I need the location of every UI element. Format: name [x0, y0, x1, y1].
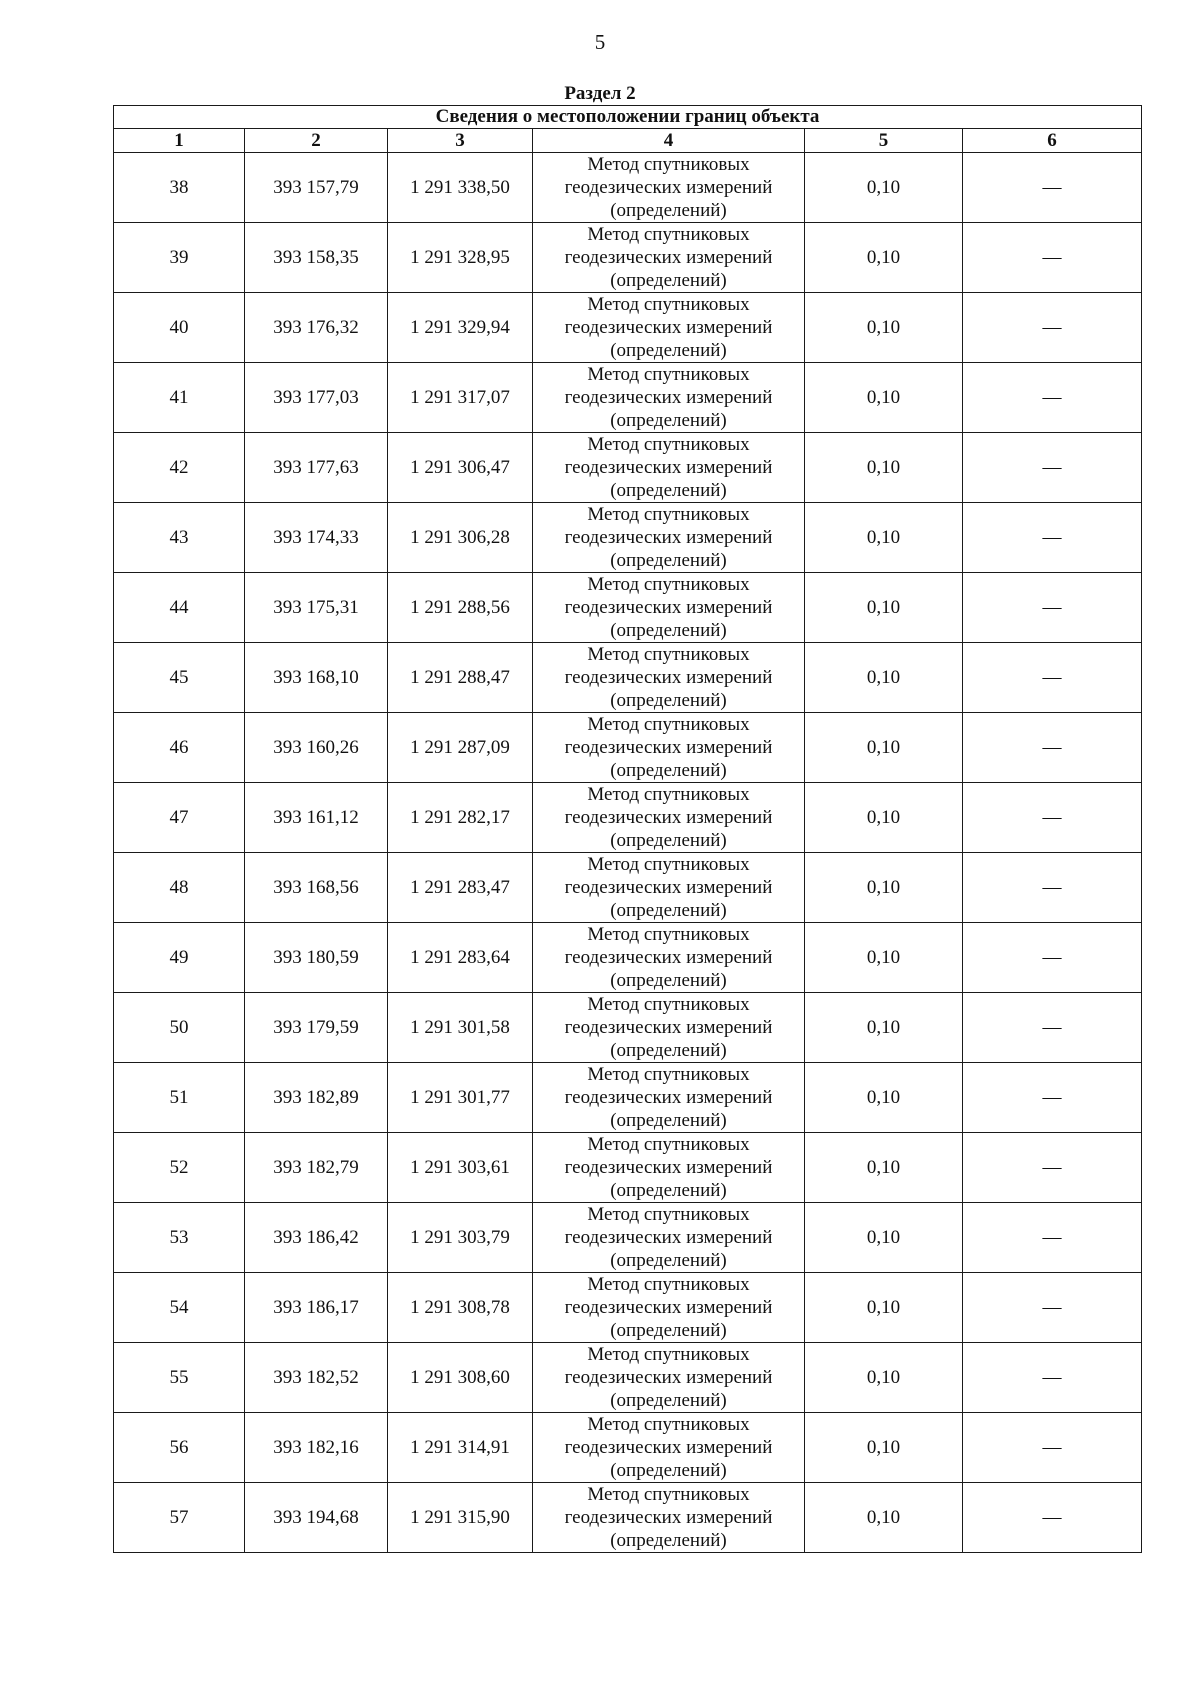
- y-coordinate-cell: 1 291 308,78: [388, 1273, 533, 1343]
- description-cell: [963, 993, 1142, 1063]
- x-coordinate-cell: 393 186,17: [245, 1273, 388, 1343]
- table-row: [114, 853, 1142, 923]
- accuracy-cell: 0,10: [805, 223, 963, 293]
- method-line: (определений): [610, 690, 727, 711]
- point-number-cell: 57: [114, 1483, 245, 1553]
- column-number-row: [114, 129, 1142, 153]
- dash-mark: —: [1042, 1157, 1062, 1178]
- method-line: Метод спутниковых: [587, 1134, 750, 1155]
- description-cell: [963, 853, 1142, 923]
- x-coordinate-cell: 393 179,59: [245, 993, 388, 1063]
- column-number-1: 1: [114, 129, 245, 153]
- method-line: Метод спутниковых: [587, 1484, 750, 1505]
- x-coordinate-cell: 393 175,31: [245, 573, 388, 643]
- x-coordinate-cell: 393 177,63: [245, 433, 388, 503]
- method-cell: [533, 1063, 805, 1133]
- accuracy-cell: 0,10: [805, 1203, 963, 1273]
- description-cell: [963, 1273, 1142, 1343]
- point-number-cell: 39: [114, 223, 245, 293]
- method-cell: [533, 1343, 805, 1413]
- point-number-cell: 38: [114, 153, 245, 223]
- dash-mark: —: [1042, 457, 1062, 478]
- y-coordinate-cell: 1 291 287,09: [388, 713, 533, 783]
- point-number-cell: 41: [114, 363, 245, 433]
- dash-mark: —: [1042, 387, 1062, 408]
- x-coordinate-cell: 393 177,03: [245, 363, 388, 433]
- method-line: Метод спутниковых: [587, 224, 750, 245]
- x-coordinate-cell: 393 182,79: [245, 1133, 388, 1203]
- table-row: [114, 1133, 1142, 1203]
- table-row: [114, 1203, 1142, 1273]
- accuracy-cell: 0,10: [805, 713, 963, 783]
- method-cell: [533, 1413, 805, 1483]
- method-cell: [533, 783, 805, 853]
- dash-mark: —: [1042, 1507, 1062, 1528]
- method-line: Метод спутниковых: [587, 1344, 750, 1365]
- method-line: геодезических измерений: [564, 387, 773, 408]
- x-coordinate-cell: 393 182,89: [245, 1063, 388, 1133]
- method-line: Метод спутниковых: [587, 1274, 750, 1295]
- description-cell: [963, 363, 1142, 433]
- method-line: Метод спутниковых: [587, 1064, 750, 1085]
- x-coordinate-cell: 393 186,42: [245, 1203, 388, 1273]
- method-line: геодезических измерений: [564, 1507, 773, 1528]
- method-line: Метод спутниковых: [587, 924, 750, 945]
- x-coordinate-cell: 393 182,52: [245, 1343, 388, 1413]
- method-line: Метод спутниковых: [587, 154, 750, 175]
- method-line: (определений): [610, 270, 727, 291]
- y-coordinate-cell: 1 291 306,28: [388, 503, 533, 573]
- table-row: [114, 223, 1142, 293]
- accuracy-cell: 0,10: [805, 1063, 963, 1133]
- y-coordinate-cell: 1 291 308,60: [388, 1343, 533, 1413]
- x-coordinate-cell: 393 194,68: [245, 1483, 388, 1553]
- point-number-cell: 44: [114, 573, 245, 643]
- method-line: геодезических измерений: [564, 1087, 773, 1108]
- point-number-cell: 46: [114, 713, 245, 783]
- accuracy-cell: 0,10: [805, 503, 963, 573]
- method-line: геодезических измерений: [564, 1437, 773, 1458]
- accuracy-cell: 0,10: [805, 993, 963, 1063]
- accuracy-cell: 0,10: [805, 293, 963, 363]
- x-coordinate-cell: 393 176,32: [245, 293, 388, 363]
- dash-mark: —: [1042, 667, 1062, 688]
- y-coordinate-cell: 1 291 303,79: [388, 1203, 533, 1273]
- method-line: геодезических измерений: [564, 807, 773, 828]
- accuracy-cell: 0,10: [805, 153, 963, 223]
- method-cell: [533, 1203, 805, 1273]
- x-coordinate-cell: 393 157,79: [245, 153, 388, 223]
- method-cell: [533, 433, 805, 503]
- method-line: геодезических измерений: [564, 247, 773, 268]
- dash-mark: —: [1042, 177, 1062, 198]
- method-line: (определений): [610, 760, 727, 781]
- dash-mark: —: [1042, 947, 1062, 968]
- y-coordinate-cell: 1 291 338,50: [388, 153, 533, 223]
- table-row: [114, 713, 1142, 783]
- table-caption: Сведения о местоположении границ объекта: [114, 106, 1142, 129]
- table-row: [114, 503, 1142, 573]
- method-line: геодезических измерений: [564, 1157, 773, 1178]
- x-coordinate-cell: 393 180,59: [245, 923, 388, 993]
- point-number-cell: 49: [114, 923, 245, 993]
- dash-mark: —: [1042, 317, 1062, 338]
- method-cell: [533, 643, 805, 713]
- method-cell: [533, 713, 805, 783]
- method-line: Метод спутниковых: [587, 854, 750, 875]
- y-coordinate-cell: 1 291 306,47: [388, 433, 533, 503]
- accuracy-cell: 0,10: [805, 1483, 963, 1553]
- method-line: Метод спутниковых: [587, 294, 750, 315]
- method-line: геодезических измерений: [564, 597, 773, 618]
- table-row: [114, 1483, 1142, 1553]
- x-coordinate-cell: 393 168,56: [245, 853, 388, 923]
- method-line: Метод спутниковых: [587, 1414, 750, 1435]
- column-number-3: 3: [388, 129, 533, 153]
- accuracy-cell: 0,10: [805, 1343, 963, 1413]
- table-body: [114, 153, 1142, 1553]
- x-coordinate-cell: 393 161,12: [245, 783, 388, 853]
- description-cell: [963, 433, 1142, 503]
- table-row: [114, 433, 1142, 503]
- point-number-cell: 48: [114, 853, 245, 923]
- table-row: [114, 923, 1142, 993]
- accuracy-cell: 0,10: [805, 433, 963, 503]
- description-cell: [963, 1343, 1142, 1413]
- method-line: (определений): [610, 1040, 727, 1061]
- method-line: (определений): [610, 200, 727, 221]
- accuracy-cell: 0,10: [805, 1413, 963, 1483]
- description-cell: [963, 1413, 1142, 1483]
- description-cell: [963, 783, 1142, 853]
- x-coordinate-cell: 393 158,35: [245, 223, 388, 293]
- description-cell: [963, 1483, 1142, 1553]
- y-coordinate-cell: 1 291 328,95: [388, 223, 533, 293]
- table-row: [114, 1063, 1142, 1133]
- method-line: геодезических измерений: [564, 1297, 773, 1318]
- method-cell: [533, 1483, 805, 1553]
- accuracy-cell: 0,10: [805, 853, 963, 923]
- method-line: (определений): [610, 1180, 727, 1201]
- method-cell: [533, 223, 805, 293]
- method-line: (определений): [610, 1110, 727, 1131]
- accuracy-cell: 0,10: [805, 363, 963, 433]
- dash-mark: —: [1042, 247, 1062, 268]
- dash-mark: —: [1042, 1367, 1062, 1388]
- method-cell: [533, 993, 805, 1063]
- table-row: [114, 783, 1142, 853]
- description-cell: [963, 643, 1142, 713]
- dash-mark: —: [1042, 527, 1062, 548]
- method-line: Метод спутниковых: [587, 994, 750, 1015]
- dash-mark: —: [1042, 1437, 1062, 1458]
- y-coordinate-cell: 1 291 301,58: [388, 993, 533, 1063]
- point-number-cell: 42: [114, 433, 245, 503]
- x-coordinate-cell: 393 182,16: [245, 1413, 388, 1483]
- y-coordinate-cell: 1 291 283,47: [388, 853, 533, 923]
- method-line: (определений): [610, 1460, 727, 1481]
- method-line: (определений): [610, 340, 727, 361]
- table-row: [114, 993, 1142, 1063]
- method-line: (определений): [610, 1390, 727, 1411]
- description-cell: [963, 223, 1142, 293]
- method-line: Метод спутниковых: [587, 714, 750, 735]
- method-line: геодезических измерений: [564, 177, 773, 198]
- accuracy-cell: 0,10: [805, 1133, 963, 1203]
- method-line: (определений): [610, 480, 727, 501]
- accuracy-cell: 0,10: [805, 643, 963, 713]
- method-line: Метод спутниковых: [587, 644, 750, 665]
- dash-mark: —: [1042, 1087, 1062, 1108]
- method-cell: [533, 363, 805, 433]
- y-coordinate-cell: 1 291 288,56: [388, 573, 533, 643]
- table-row: [114, 293, 1142, 363]
- column-number-6: 6: [963, 129, 1142, 153]
- coordinates-table: [113, 105, 1142, 1553]
- method-line: (определений): [610, 1320, 727, 1341]
- table-caption-row: [114, 106, 1142, 129]
- accuracy-cell: 0,10: [805, 923, 963, 993]
- method-line: геодезических измерений: [564, 737, 773, 758]
- method-line: (определений): [610, 970, 727, 991]
- point-number-cell: 53: [114, 1203, 245, 1273]
- method-line: геодезических измерений: [564, 527, 773, 548]
- method-line: Метод спутниковых: [587, 364, 750, 385]
- method-cell: [533, 1133, 805, 1203]
- table-row: [114, 643, 1142, 713]
- description-cell: [963, 1203, 1142, 1273]
- description-cell: [963, 923, 1142, 993]
- method-cell: [533, 853, 805, 923]
- point-number-cell: 45: [114, 643, 245, 713]
- column-number-4: 4: [533, 129, 805, 153]
- y-coordinate-cell: 1 291 329,94: [388, 293, 533, 363]
- method-line: геодезических измерений: [564, 317, 773, 338]
- method-line: (определений): [610, 1250, 727, 1271]
- table-row: [114, 1273, 1142, 1343]
- accuracy-cell: 0,10: [805, 1273, 963, 1343]
- method-line: (определений): [610, 830, 727, 851]
- method-line: Метод спутниковых: [587, 574, 750, 595]
- y-coordinate-cell: 1 291 315,90: [388, 1483, 533, 1553]
- point-number-cell: 47: [114, 783, 245, 853]
- point-number-cell: 54: [114, 1273, 245, 1343]
- method-line: (определений): [610, 1530, 727, 1551]
- accuracy-cell: 0,10: [805, 573, 963, 643]
- y-coordinate-cell: 1 291 282,17: [388, 783, 533, 853]
- dash-mark: —: [1042, 1227, 1062, 1248]
- dash-mark: —: [1042, 737, 1062, 758]
- y-coordinate-cell: 1 291 317,07: [388, 363, 533, 433]
- y-coordinate-cell: 1 291 314,91: [388, 1413, 533, 1483]
- method-cell: [533, 1273, 805, 1343]
- method-line: Метод спутниковых: [587, 434, 750, 455]
- column-number-5: 5: [805, 129, 963, 153]
- method-line: геодезических измерений: [564, 1227, 773, 1248]
- dash-mark: —: [1042, 1297, 1062, 1318]
- description-cell: [963, 573, 1142, 643]
- point-number-cell: 52: [114, 1133, 245, 1203]
- dash-mark: —: [1042, 1017, 1062, 1038]
- description-cell: [963, 293, 1142, 363]
- method-cell: [533, 573, 805, 643]
- method-line: Метод спутниковых: [587, 1204, 750, 1225]
- method-line: геодезических измерений: [564, 667, 773, 688]
- method-line: геодезических измерений: [564, 877, 773, 898]
- method-line: (определений): [610, 550, 727, 571]
- method-line: геодезических измерений: [564, 947, 773, 968]
- table-row: [114, 1343, 1142, 1413]
- y-coordinate-cell: 1 291 288,47: [388, 643, 533, 713]
- method-cell: [533, 153, 805, 223]
- point-number-cell: 55: [114, 1343, 245, 1413]
- method-line: геодезических измерений: [564, 1017, 773, 1038]
- x-coordinate-cell: 393 168,10: [245, 643, 388, 713]
- x-coordinate-cell: 393 174,33: [245, 503, 388, 573]
- method-cell: [533, 293, 805, 363]
- description-cell: [963, 1063, 1142, 1133]
- method-line: геодезических измерений: [564, 457, 773, 478]
- dash-mark: —: [1042, 807, 1062, 828]
- method-cell: [533, 503, 805, 573]
- point-number-cell: 50: [114, 993, 245, 1063]
- description-cell: [963, 153, 1142, 223]
- method-line: (определений): [610, 900, 727, 921]
- dash-mark: —: [1042, 877, 1062, 898]
- method-line: геодезических измерений: [564, 1367, 773, 1388]
- description-cell: [963, 1133, 1142, 1203]
- y-coordinate-cell: 1 291 301,77: [388, 1063, 533, 1133]
- method-line: Метод спутниковых: [587, 784, 750, 805]
- description-cell: [963, 503, 1142, 573]
- table-row: [114, 573, 1142, 643]
- column-number-2: 2: [245, 129, 388, 153]
- dash-mark: —: [1042, 597, 1062, 618]
- table-row: [114, 363, 1142, 433]
- point-number-cell: 43: [114, 503, 245, 573]
- x-coordinate-cell: 393 160,26: [245, 713, 388, 783]
- method-line: Метод спутниковых: [587, 504, 750, 525]
- description-cell: [963, 713, 1142, 783]
- table-row: [114, 153, 1142, 223]
- method-line: (определений): [610, 620, 727, 641]
- point-number-cell: 56: [114, 1413, 245, 1483]
- table-row: [114, 1413, 1142, 1483]
- page-number: 5: [594, 30, 606, 54]
- method-line: (определений): [610, 410, 727, 431]
- accuracy-cell: 0,10: [805, 783, 963, 853]
- y-coordinate-cell: 1 291 283,64: [388, 923, 533, 993]
- point-number-cell: 51: [114, 1063, 245, 1133]
- section-title: Раздел 2: [564, 83, 636, 104]
- point-number-cell: 40: [114, 293, 245, 363]
- y-coordinate-cell: 1 291 303,61: [388, 1133, 533, 1203]
- method-cell: [533, 923, 805, 993]
